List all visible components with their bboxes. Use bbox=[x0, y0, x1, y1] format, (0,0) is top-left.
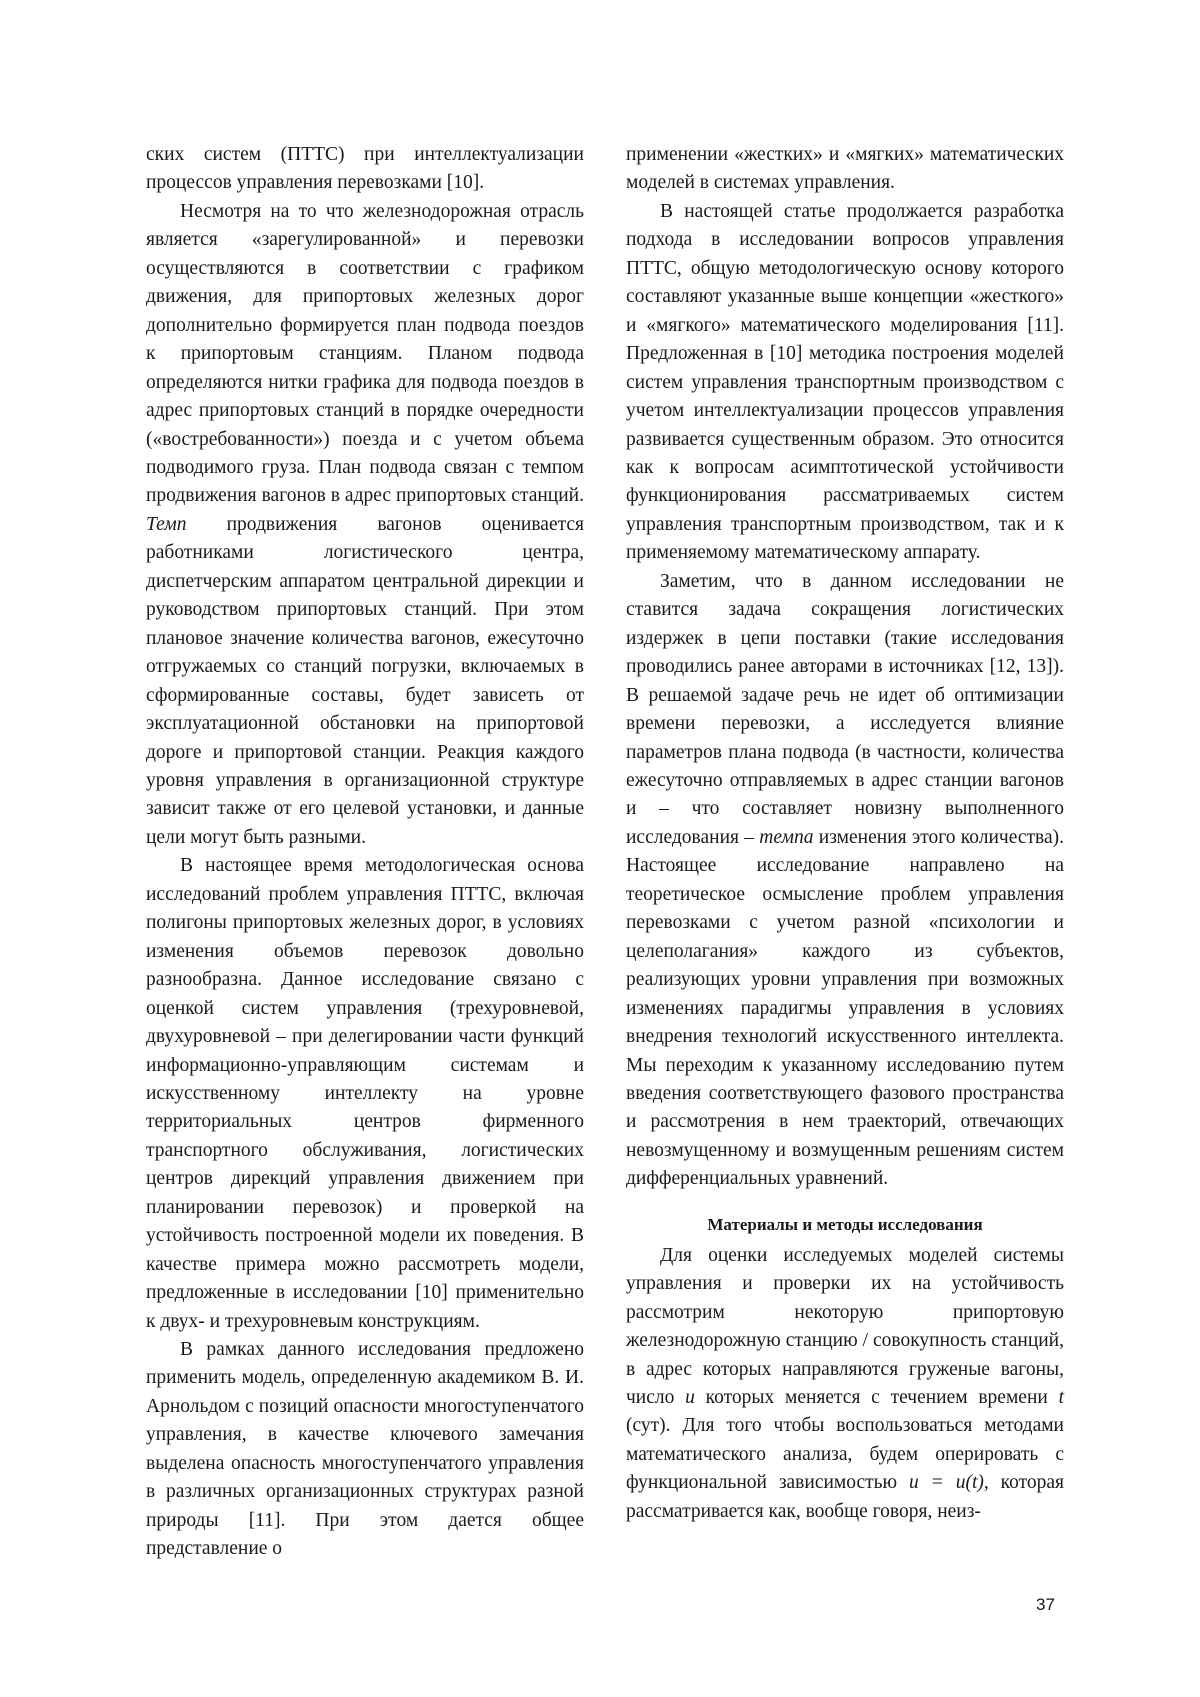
right-column bbox=[626, 141, 1064, 1526]
paragraph: ских систем (ПТТС) при интеллектуализации процессов управления перевозками [10]. bbox=[146, 144, 584, 194]
page-number: 37 bbox=[1036, 1595, 1055, 1614]
section-heading: Материалы и методы исследования bbox=[707, 1214, 983, 1234]
paragraph: В настоящее время методологическая основа исследований проблем управления ПТТС, включая полигоны припортовых железных дорог, в условиях изменения объемов перевозок довольно разнообразна. Данное исследование связано с оценкой систем управления (трехуровневой, двухуровневой – при делегировании части функций информационно-управляющим системам и искусственному интеллекту на уровне территориальных центров фирменного транспортного обслуживания, логистических центров дирекций управления движением при планировании перевозок) и проверкой на устойчивость построенной модели их поведения. В качестве примера можно рассмотреть модели, предложенные в исследовании [10] применительно к двух- и трехуровневым конструкциям. bbox=[146, 855, 584, 1332]
math-formula: u = u(t) bbox=[909, 1472, 984, 1494]
paragraph: Несмотря на то что железнодорожная отрасль является «зарегулированной» и перевозки осуществляются в соответствии с графиком движения, для припортовых железных дорог дополнительно формируется план подвода поездов к припортовым станциям. Планом подвода определяются нитки графика для подвода поездов в адрес припортовых станций в порядке очередности («востребованности») поезда и с учетом объема подводимого груза. План подвода связан с темпом продвижения вагонов в адрес припортовых станций. Темп продвижения вагонов оценивается работниками логистического центра, диспетчерским аппаратом центральной дирекции и руководством припортовых станций. При этом плановое значение количества вагонов, ежесуточно отгружаемых со станций погрузки, включаемых в сформированные составы, будет зависеть от эксплуатационной обстановки на припортовой дороге и припортовой станции. Реакция каждого уровня управления в организационной структуре зависит также от его целевой установки, и данные цели могут быть разными. bbox=[146, 200, 585, 848]
paragraph: В настоящей статье продолжается разработка подхода в исследовании вопросов управления ПТТС, общую методологическую основу которого составляют указанные выше концепции «жесткого» и «мягкого» математического моделирования [11]. Предложенная в [10] методика построения моделей систем управления транспортным производством с учетом интеллектуализации процессов управления развивается существенным образом. Это относится как к вопросам асимптотической устойчивости функционирования рассматриваемых систем управления транспортным производством, так и к применяемому математическому аппарату. bbox=[626, 200, 1064, 564]
math-variable: t bbox=[1058, 1387, 1064, 1409]
math-variable: u bbox=[685, 1387, 695, 1409]
paragraph: применении «жестких» и «мягких» математических моделей в системах управления. bbox=[626, 144, 1064, 194]
paragraph: В рамках данного исследования предложено применить модель, определенную академиком В. И. Арнольдом с позиций опасности многоступенчатого управления, в качестве ключевого замечания выделена опасность многоступенчатого управления в различных организационных структурах разной природы [11]. При этом дается общее представление о bbox=[146, 1339, 584, 1560]
left-column bbox=[146, 141, 584, 1564]
italic-term: Темп bbox=[146, 513, 187, 535]
paragraph: Для оценки исследуемых моделей системы управления и проверки их на устойчивость рассмотрим некоторую припортовую железнодорожную станцию / совокупность станций, в адрес которых направляются груженые вагоны, число u которых меняется с течением времени t (сут). Для того чтобы воспользоваться методами математического анализа, будем оперировать с функциональной зависимостью u = u(t), которая рассматривается как, вообще говоря, неиз- bbox=[626, 1244, 1064, 1522]
paragraph: Заметим, что в данном исследовании не ставится задача сокращения логистических издержек в цепи поставки (такие исследования проводились ранее авторами в источниках [12, 13]). В решаемой задаче речь не идет об оптимизации времени перевозки, а исследуется влияние параметров плана подвода (в частности, количества ежесуточно отправляемых в адрес станции вагонов и – что составляет новизну выполненного исследования – темпа изменения этого количества). Настоящее исследование направлено на теоретическое осмысление проблем управления перевозками с учетом разной «психологии и целеполагания» каждого из субъектов, реализующих уровни управления при возможных изменениях парадигмы управления в условиях внедрения технологий искусственного интеллекта. Мы переходим к указанному исследованию путем введения соответствующего фазового пространства и рассмотрения в нем траекторий, отвечающих невозмущенному и возмущенным решениям систем дифференциальных уравнений. bbox=[626, 570, 1065, 1190]
italic-term: темпа bbox=[759, 826, 814, 848]
